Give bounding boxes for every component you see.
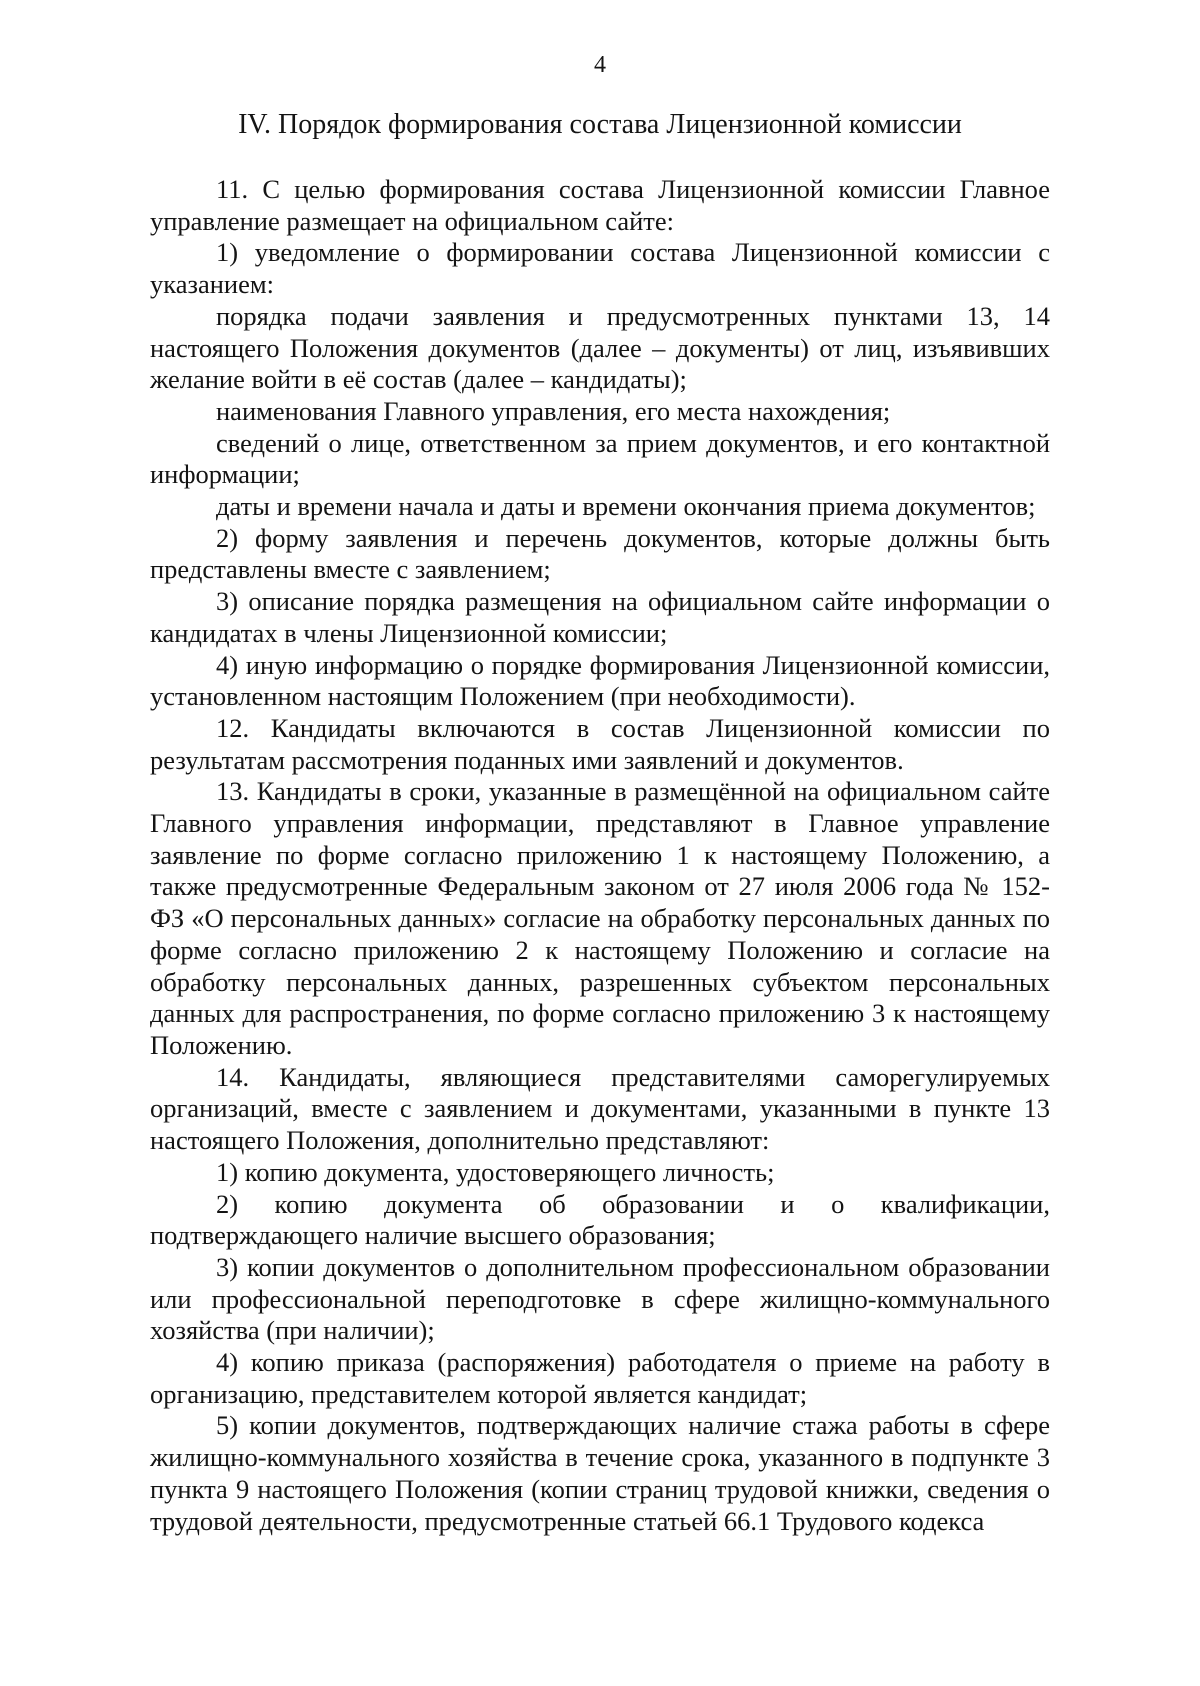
paragraph-14-item-3: 3) копии документов о дополнительном профессиональном образовании или профессиональной переподготовке в сфере жилищно-коммунального хозяйства (при наличии); (150, 1251, 1050, 1346)
paragraph-11-item-3: 3) описание порядка размещения на официальном сайте информации о кандидатах в члены Лицензионной комиссии; (150, 586, 1050, 648)
paragraph-14-item-2: 2) копию документа об образовании и о квалификации, подтверждающего наличие высшего образования; (150, 1188, 1050, 1251)
page-number: 4 (594, 52, 606, 78)
paragraph-11-item-1-sub-1: порядка подачи заявления и предусмотренных пунктами 13, 14 настоящего Положения документов (далее – документы) от лиц, изъявивших желание войти в её состав (далее – кандидаты); (150, 300, 1050, 395)
paragraph-13: 13. Кандидаты в сроки, указанные в размещённой на официальном сайте Главного управления информации, представляют в Главное управление заявление по форме согласно приложению 1 к настоящему Положению, а также предусмотренные Федеральным законом от 27 июля 2006 года № 152-ФЗ «О персональных данных» согласие на обработку персональных данных по форме согласно приложению 2 к настоящему Положению и согласие на обработку персональных данных, разрешенных субъектом персональных данных для распространения, по форме согласно приложению 3 к настоящему Положению. (150, 776, 1050, 1060)
paragraph-11-item-1-sub-4: даты и времени начала и даты и времени окончания приема документов; (216, 491, 1036, 522)
paragraph-14: 14. Кандидаты, являющиеся представителями саморегулируемых организаций, вместе с заявлением и документами, указанными в пункте 13 настоящего Положения, дополнительно представляют: (150, 1061, 1050, 1156)
paragraph-11: 11. С целью формирования состава Лицензионной комиссии Главное управление размещает на официальном сайте: (150, 174, 1050, 236)
paragraph-12: 12. Кандидаты включаются в состав Лицензионной комиссии по результатам рассмотрения поданных ими заявлений и документов. (150, 712, 1050, 775)
paragraph-11-item-1: 1) уведомление о формировании состава Лицензионной комиссии с указанием: (150, 237, 1050, 300)
paragraph-11-item-4: 4) иную информацию о порядке формирования Лицензионной комиссии, установленном настоящим Положением (при необходимости). (150, 649, 1050, 712)
paragraph-14-item-4: 4) копию приказа (распоряжения) работодателя о приеме на работу в организацию, представителем которой является кандидат; (150, 1347, 1050, 1409)
paragraph-14-item-5: 5) копии документов, подтверждающих наличие стажа работы в сфере жилищно-коммунального хозяйства в течение срока, указанного в подпункте 3 пункта 9 настоящего Положения (копии страниц трудовой книжки, сведения о трудовой деятельности, предусмотренные статьей 66.1 Трудового кодекса (150, 1410, 1050, 1536)
paragraph-11-item-1-sub-3: сведений о лице, ответственном за прием документов, и его контактной информации; (150, 427, 1050, 490)
paragraph-11-item-1-sub-2: наименования Главного управления, его места нахождения; (216, 395, 891, 426)
paragraph-11-item-2: 2) форму заявления и перечень документов, которые должны быть представлены вместе с заявлением; (150, 522, 1050, 585)
document-body (150, 174, 1050, 1537)
paragraph-14-item-1: 1) копию документа, удостоверяющего личность; (216, 1156, 775, 1187)
section-title: IV. Порядок формирования состава Лицензионной комиссии (238, 109, 962, 140)
